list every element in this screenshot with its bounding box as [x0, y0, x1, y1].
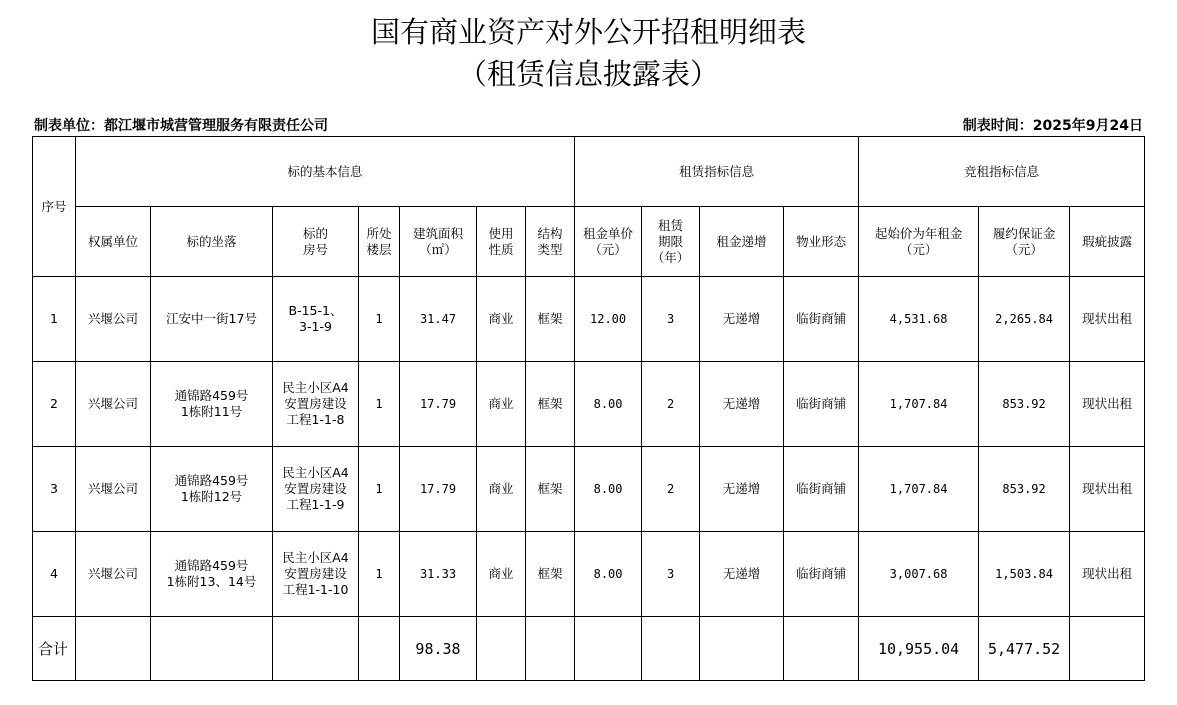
cell-increase	[700, 532, 784, 617]
cell-property-type-text: 临街商铺	[796, 396, 847, 411]
cell-room-text: 民主小区A4 安置房建设 工程1-1-8	[282, 380, 349, 427]
cell-term-text: 3	[666, 312, 675, 326]
total-label-text: 合计	[38, 639, 69, 658]
header-increase: 租金递增	[700, 207, 784, 277]
cell-room-text: 民主小区A4 安置房建设 工程1-1-9	[282, 465, 349, 512]
cell-unit-price	[575, 277, 642, 362]
cell-deposit	[979, 447, 1070, 532]
cell-location-text: 通锦路459号 1栋附13、14号	[166, 558, 257, 589]
header-property-type: 物业形态	[784, 207, 859, 277]
cell-structure	[526, 447, 575, 532]
header-structure: 结构 类型	[526, 207, 575, 277]
cell-floor-text: 1	[375, 482, 383, 496]
header-index: 序号	[33, 137, 76, 277]
cell-defect-text: 现状出租	[1082, 566, 1133, 581]
total-empty-cell	[642, 617, 700, 681]
issuing-unit: 制表单位：都江堰市城营管理服务有限责任公司	[34, 118, 328, 134]
cell-index	[33, 447, 76, 532]
cell-owner-text: 兴堰公司	[87, 566, 138, 581]
cell-index	[33, 277, 76, 362]
cell-location-text: 江安中一街17号	[166, 311, 257, 326]
header-group-row	[33, 137, 1145, 207]
cell-location	[151, 277, 273, 362]
total-empty-cell	[76, 617, 151, 681]
document-title: 国有商业资产对外公开招租明细表	[370, 15, 806, 49]
cell-property-type	[784, 447, 859, 532]
cell-start-price-text: 3,007.68	[889, 567, 948, 581]
cell-usage	[477, 447, 526, 532]
cell-increase	[700, 362, 784, 447]
cell-usage	[477, 277, 526, 362]
total-empty-cell	[1070, 617, 1145, 681]
cell-floor	[359, 532, 400, 617]
total-empty-cell	[784, 617, 859, 681]
header-area: 建筑面积 （㎡）	[400, 207, 477, 277]
cell-floor	[359, 277, 400, 362]
cell-structure-text: 框架	[537, 396, 563, 411]
cell-location	[151, 447, 273, 532]
header-owner: 权属单位	[76, 207, 151, 277]
total-empty-cell	[359, 617, 400, 681]
cell-property-type	[784, 362, 859, 447]
cell-room	[273, 362, 359, 447]
cell-property-type-text: 临街商铺	[796, 566, 847, 581]
cell-start-price	[859, 447, 979, 532]
cell-room	[273, 447, 359, 532]
total-deposit	[979, 617, 1070, 681]
cell-area-text: 17.79	[419, 482, 457, 496]
cell-structure	[526, 277, 575, 362]
cell-area-text: 31.47	[419, 312, 457, 326]
cell-property-type	[784, 277, 859, 362]
header-location: 标的坐落	[151, 207, 273, 277]
header-deposit: 履约保证金 （元）	[979, 207, 1070, 277]
document-subtitle: （租赁信息披露表）	[457, 57, 719, 91]
cell-defect	[1070, 277, 1145, 362]
cell-usage	[477, 532, 526, 617]
cell-area	[400, 277, 477, 362]
cell-increase	[700, 447, 784, 532]
cell-usage-text: 商业	[488, 311, 514, 326]
cell-area	[400, 447, 477, 532]
total-empty-cell	[273, 617, 359, 681]
cell-unit-price-text: 8.00	[593, 482, 623, 496]
cell-usage	[477, 362, 526, 447]
cell-floor	[359, 362, 400, 447]
cell-index	[33, 362, 76, 447]
cell-property-type	[784, 532, 859, 617]
cell-structure-text: 框架	[537, 566, 563, 581]
total-empty-cell	[575, 617, 642, 681]
cell-owner-text: 兴堰公司	[87, 396, 138, 411]
cell-property-type-text: 临街商铺	[796, 311, 847, 326]
cell-start-price	[859, 362, 979, 447]
cell-property-type-text: 临街商铺	[796, 481, 847, 496]
cell-term-text: 2	[666, 397, 675, 411]
cell-start-price	[859, 532, 979, 617]
cell-increase	[700, 277, 784, 362]
cell-index-text: 1	[50, 311, 58, 326]
header-usage: 使用 性质	[477, 207, 526, 277]
cell-index-text: 2	[50, 396, 58, 411]
cell-location-text: 通锦路459号 1栋附11号	[174, 388, 249, 419]
cell-location	[151, 362, 273, 447]
cell-unit-price	[575, 362, 642, 447]
total-empty-cell	[151, 617, 273, 681]
table-row	[33, 532, 1145, 617]
rental-detail-table	[32, 136, 1145, 681]
cell-unit-price-text: 8.00	[593, 567, 623, 581]
cell-start-price-text: 1,707.84	[889, 397, 948, 411]
cell-floor-text: 1	[375, 312, 383, 326]
cell-defect-text: 现状出租	[1082, 396, 1133, 411]
cell-room-text: 民主小区A4 安置房建设 工程1-1-10	[282, 550, 349, 597]
cell-structure-text: 框架	[537, 481, 563, 496]
cell-owner	[76, 362, 151, 447]
cell-term	[642, 277, 700, 362]
header-group-rent: 租赁指标信息	[575, 137, 859, 207]
cell-unit-price	[575, 447, 642, 532]
total-start-price	[859, 617, 979, 681]
cell-start-price	[859, 277, 979, 362]
cell-location-text: 通锦路459号 1栋附12号	[174, 473, 249, 504]
total-empty-cell	[477, 617, 526, 681]
cell-index-text: 4	[50, 566, 58, 581]
issue-date: 制表时间：2025年9月24日	[962, 118, 1143, 134]
cell-room-text: B-15-1、 3-1-9	[288, 303, 343, 334]
cell-term-text: 3	[666, 567, 675, 581]
total-start-price-text: 10,955.04	[877, 639, 960, 658]
cell-area-text: 31.33	[419, 567, 457, 581]
header-group-bid: 竞租指标信息	[859, 137, 1145, 207]
cell-unit-price-text: 12.00	[590, 312, 627, 326]
cell-start-price-text: 4,531.68	[889, 312, 948, 326]
cell-owner	[76, 532, 151, 617]
header-column-row	[33, 207, 1145, 277]
header-start-price: 起始价为年租金 （元）	[859, 207, 979, 277]
cell-floor-text: 1	[375, 567, 383, 581]
cell-deposit-text: 853.92	[1002, 482, 1046, 496]
table-row	[33, 362, 1145, 447]
cell-deposit	[979, 277, 1070, 362]
cell-area	[400, 532, 477, 617]
cell-structure-text: 框架	[537, 311, 563, 326]
cell-structure	[526, 362, 575, 447]
cell-increase-text: 无递增	[722, 481, 761, 496]
header-term: 租赁 期限 （年）	[642, 207, 700, 277]
cell-deposit-text: 853.92	[1002, 397, 1046, 411]
cell-floor	[359, 447, 400, 532]
cell-defect-text: 现状出租	[1082, 311, 1133, 326]
header-floor: 所处 楼层	[359, 207, 400, 277]
header-group-basic: 标的基本信息	[76, 137, 575, 207]
cell-start-price-text: 1,707.84	[889, 482, 948, 496]
header-unit-price: 租金单价 （元）	[575, 207, 642, 277]
cell-index-text: 3	[50, 481, 58, 496]
cell-owner-text: 兴堰公司	[87, 311, 138, 326]
cell-unit-price	[575, 532, 642, 617]
total-area	[400, 617, 477, 681]
cell-usage-text: 商业	[488, 396, 514, 411]
cell-increase-text: 无递增	[722, 566, 761, 581]
cell-unit-price-text: 8.00	[593, 397, 623, 411]
cell-defect	[1070, 532, 1145, 617]
cell-term	[642, 447, 700, 532]
total-deposit-text: 5,477.52	[987, 639, 1061, 658]
cell-area-text: 17.79	[419, 397, 457, 411]
cell-defect	[1070, 362, 1145, 447]
cell-term-text: 2	[666, 482, 675, 496]
cell-owner	[76, 277, 151, 362]
cell-room	[273, 532, 359, 617]
total-row	[33, 617, 1145, 681]
cell-deposit	[979, 532, 1070, 617]
cell-location	[151, 532, 273, 617]
cell-term	[642, 532, 700, 617]
cell-index	[33, 532, 76, 617]
cell-deposit-text: 2,265.84	[995, 312, 1053, 326]
cell-deposit	[979, 362, 1070, 447]
cell-owner-text: 兴堰公司	[87, 481, 138, 496]
cell-increase-text: 无递增	[722, 311, 761, 326]
table-row	[33, 447, 1145, 532]
cell-term	[642, 362, 700, 447]
cell-usage-text: 商业	[488, 566, 514, 581]
header-room: 标的 房号	[273, 207, 359, 277]
cell-defect	[1070, 447, 1145, 532]
total-empty-cell	[526, 617, 575, 681]
header-defect: 瑕疵披露	[1070, 207, 1145, 277]
cell-defect-text: 现状出租	[1082, 481, 1133, 496]
cell-area	[400, 362, 477, 447]
cell-deposit-text: 1,503.84	[995, 567, 1053, 581]
cell-room	[273, 277, 359, 362]
cell-owner	[76, 447, 151, 532]
total-area-text: 98.38	[415, 639, 461, 658]
cell-structure	[526, 532, 575, 617]
total-label	[33, 617, 76, 681]
table-row	[33, 277, 1145, 362]
cell-floor-text: 1	[375, 397, 383, 411]
total-empty-cell	[700, 617, 784, 681]
cell-usage-text: 商业	[488, 481, 514, 496]
cell-increase-text: 无递增	[722, 396, 761, 411]
